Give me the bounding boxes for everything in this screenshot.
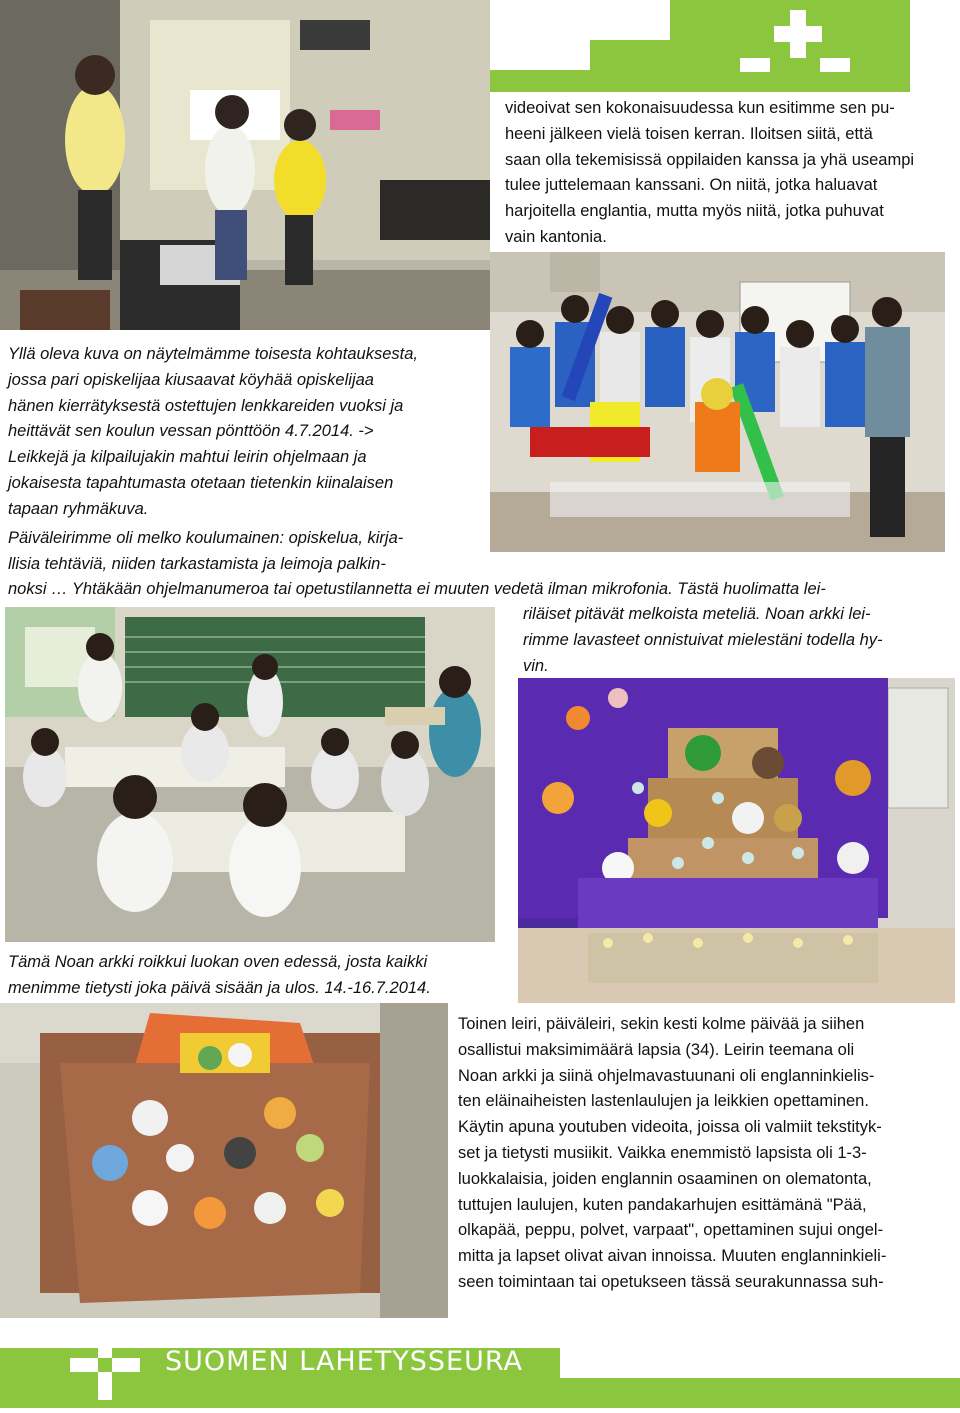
paragraph-line: rimme lavasteet onnistuivat mielestäni todella hy- <box>523 630 883 649</box>
paragraph-line: olkapää, peppu, polvet, varpaat", opettaminen sujui ongel- <box>458 1221 884 1240</box>
classroom-skit-photo <box>0 0 490 330</box>
caption-line: jossa pari opiskelijaa kiusaavat köyhää opiskelijaa <box>8 370 374 389</box>
top-right-paragraph <box>505 96 950 251</box>
paragraph-line: saan olla tekemisissä oppilaiden kanssa ja yhä useampi <box>505 150 915 169</box>
caption-line: jokaisesta tapahtumasta otetaan tietenkin kiinalaisen <box>8 473 394 492</box>
caption-line: Tämä Noan arkki roikkui luokan oven edessä, josta kaikki <box>8 953 428 971</box>
caption-line: menimme tietysti joka päivä sisään ja ulos. 14.-16.7.2014. <box>8 978 431 997</box>
paragraph-line: tuttujen laulujen, kuten pandakarhujen esittämänä "Pää, <box>458 1195 867 1214</box>
day-camp-paragraph-start <box>8 526 488 578</box>
paragraph-line: Käytin apuna youtuben videoita, joissa oli valmiit tekstityk- <box>458 1118 882 1137</box>
second-camp-paragraph <box>458 1012 953 1296</box>
classroom-study-photo <box>5 607 495 942</box>
paragraph-line: set ja tietysti musiikit. Vaikka enemmistö lapsista oli 1-3- <box>458 1143 867 1162</box>
caption-line: Leikkejä ja kilpailujakin mahtui leirin ohjelmaan ja <box>8 448 367 467</box>
caption-line: hänen kierrätyksestä ostettujen lenkkareiden vuoksi ja <box>8 396 404 415</box>
paragraph-line: vin. <box>523 656 549 675</box>
paragraph-line: videoivat sen kokonaisuudessa kun esitimme sen pu- <box>505 99 895 117</box>
caption-line: Yllä oleva kuva on näytelmämme toisesta kohtauksesta, <box>8 345 418 363</box>
paragraph-line: Noan arkki ja siinä ohjelmavastuunani oli englanninkielis- <box>458 1066 875 1085</box>
play-caption <box>8 342 483 523</box>
day-camp-paragraph-wide <box>8 577 953 603</box>
noah-ark-display-photo <box>518 678 955 1003</box>
paragraph-line: tulee juttelemaan kanssani. On niitä, jotka haluavat <box>505 176 878 195</box>
paragraph-line: noksi … Yhtäkään ohjelmanumeroa tai opetustilannetta ei muuten vedetä ilman mikrofonia. Tästä huolimatta lei- <box>8 580 826 598</box>
header-pixel-decoration <box>490 0 910 92</box>
paragraph-line: osallistui maksimimäärä lapsia (34). Leirin teemana oli <box>458 1040 855 1059</box>
paragraph-line: luokkalaisia, joiden englannin osaaminen on olematonta, <box>458 1169 872 1188</box>
caption-line: tapaan ryhmäkuva. <box>8 499 149 518</box>
paragraph-line: ten eläinaiheisten lastenlaulujen ja leikkien opettaminen. <box>458 1092 869 1111</box>
noah-ark-door-photo <box>0 1003 448 1318</box>
ark-caption <box>8 950 508 1002</box>
cross-pixel-icon <box>62 1330 152 1400</box>
paragraph-line: mitta ja lapset olivat aivan innoissa. Muuten englanninkieli- <box>458 1247 887 1266</box>
paragraph-line: Toinen leiri, päiväleiri, sekin kesti kolme päivää ja siihen <box>458 1015 865 1033</box>
footer-logo-text: SUOMEN LÄHETYSSEURA <box>165 1346 524 1377</box>
caption-line: heittävät sen koulun vessan pönttöön 4.7.2014. -> <box>8 422 374 441</box>
group-photo <box>490 252 945 552</box>
day-camp-paragraph-end <box>523 602 953 679</box>
paragraph-line: seen toimintaan tai opetukseen tässä seurakunnassa suh- <box>458 1272 884 1291</box>
paragraph-line: harjoitella englantia, mutta myös niitä, jotka puhuvat <box>505 202 884 221</box>
paragraph-line: Päiväleirimme oli melko koulumainen: opiskelua, kirja- <box>8 529 404 547</box>
paragraph-line: vain kantonia. <box>505 227 607 246</box>
paragraph-line: llisia tehtäviä, niiden tarkastamista ja leimoja palkin- <box>8 554 386 573</box>
paragraph-line: riläiset pitävät melkoista meteliä. Noan arkki lei- <box>523 605 871 623</box>
paragraph-line: heeni jälkeen vielä toisen kerran. Iloitsen siitä, että <box>505 124 873 143</box>
